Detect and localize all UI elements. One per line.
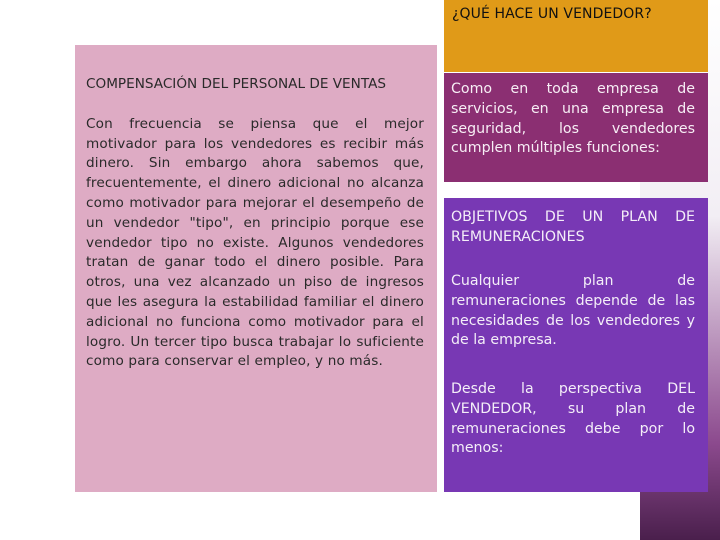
header-box — [444, 0, 708, 72]
compensation-paragraph: Con frecuencia se piensa que el mejor motivador para los vendedores es recibir más dinero. Sin embargo ahora sabemos que, frecuentemente, el dinero adicional no alcanza como motivador para mejorar el desempeño de un vendedor "tipo", en principio porque ese vendedor tipo no existe. Algunos vendedores tratan de ganar todo el dinero posible. Para otros, una vez alcanzado un piso de ingresos que les asegura la estabilidad familiar el dinero adicional no funciona como motivador para el logro. Un tercer tipo busca trabajar lo suficiente como para conservar el empleo, y no más. — [86, 115, 424, 370]
intro-paragraph: Como en toda empresa de servicios, en una empresa de seguridad, los vendedores cumplen múltiples funciones: — [451, 81, 695, 157]
objectives-heading: OBJETIVOS DE UN PLAN DE REMUNERACIONES — [451, 209, 695, 245]
remuneration-paragraph: Cualquier plan de remuneraciones depende de las necesidades de los vendedores y de la empresa. — [451, 273, 695, 349]
page-title: ¿QUÉ HACE UN VENDEDOR? — [452, 6, 652, 22]
left-panel-content — [86, 75, 424, 372]
seller-perspective-paragraph: Desde la perspectiva DEL VENDEDOR, su plan de remuneraciones debe por lo menos: — [451, 381, 695, 457]
left-text-panel — [75, 45, 437, 492]
section-heading-compensation: COMPENSACIÓN DEL PERSONAL DE VENTAS — [86, 76, 386, 92]
